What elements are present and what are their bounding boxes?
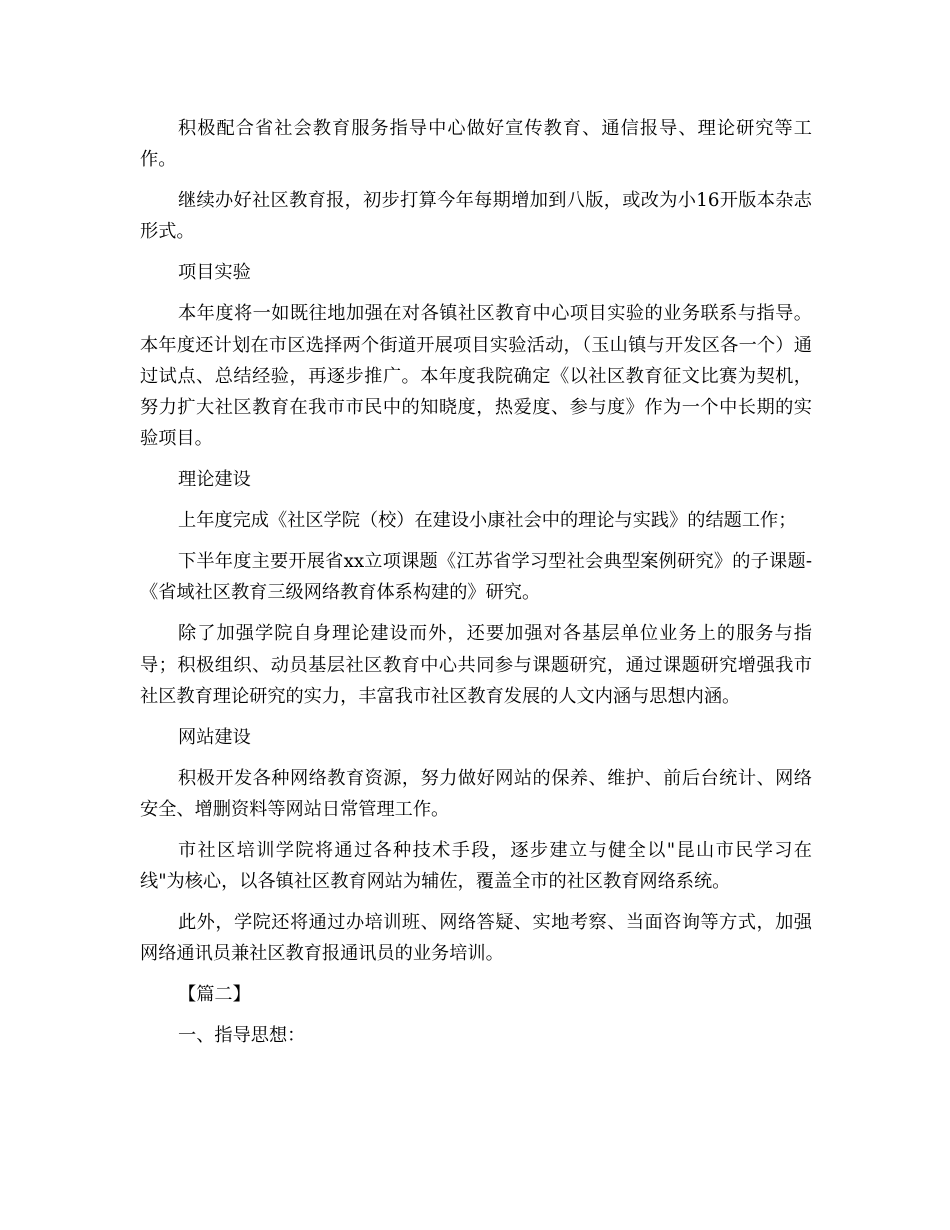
- section-heading-guiding-ideology: 一、指导思想：: [178, 1025, 306, 1047]
- paragraph-website-resources: 积极开发各种网络教育资源，努力做好网站的保养、维护、前后台统计、网络安全、增删资料等网站日常管理工作。: [140, 767, 812, 820]
- paragraph-theory-last-year: 上年度完成《社区学院（校）在建设小康社会中的理论与实践》的结题工作；: [178, 510, 797, 532]
- document-page: [140, 113, 812, 1061]
- section-heading-website: 网站建设: [178, 726, 251, 748]
- paragraph-publicity: 积极配合省社会教育服务指导中心做好宣传教育、通信报导、理论研究等工作。: [140, 118, 812, 171]
- paragraph-theory-second-half: 下半年度主要开展省xx立项课题《江苏省学习型社会典型案例研究》的子课题-《省域社区教育三级网络教育体系构建的》研究。: [140, 551, 812, 604]
- paragraph-project-experiment: 本年度将一如既往地加强在对各镇社区教育中心项目实验的业务联系与指导。本年度还计划在市区选择两个街道开展项目实验活动，（玉山镇与开发区各一个）通过试点、总结经验，再逐步推广。本年度我院确定《以社区教育征文比赛为契机，努力扩大社区教育在我市市民中的知晓度，热爱度、参与度》作为一个中长期的实验项目。: [140, 303, 812, 450]
- section-heading-project: 项目实验: [178, 262, 251, 284]
- paragraph-website-network: 市社区培训学院将通过各种技术手段，逐步建立与健全以"昆山市民学习在线"为核心，以各镇社区教育网站为辅佐，覆盖全市的社区教育网络系统。: [140, 839, 812, 893]
- paragraph-newspaper: 继续办好社区教育报，初步打算今年每期增加到八版，或改为小16开版本杂志形式。: [140, 190, 812, 243]
- section-heading-part-two: 【篇二】: [178, 984, 251, 1006]
- paragraph-website-training: 此外，学院还将通过办培训班、网络答疑、实地考察、当面咨询等方式，加强网络通讯员兼社区教育报通讯员的业务培训。: [140, 912, 812, 965]
- paragraph-theory-service: 除了加强学院自身理论建设而外，还要加强对各基层单位业务上的服务与指导；积极组织、动员基层社区教育中心共同参与课题研究，通过课题研究增强我市社区教育理论研究的实力，丰富我市社区教育发展的人文内涵与思想内涵。: [140, 623, 812, 707]
- section-heading-theory: 理论建设: [178, 469, 251, 491]
